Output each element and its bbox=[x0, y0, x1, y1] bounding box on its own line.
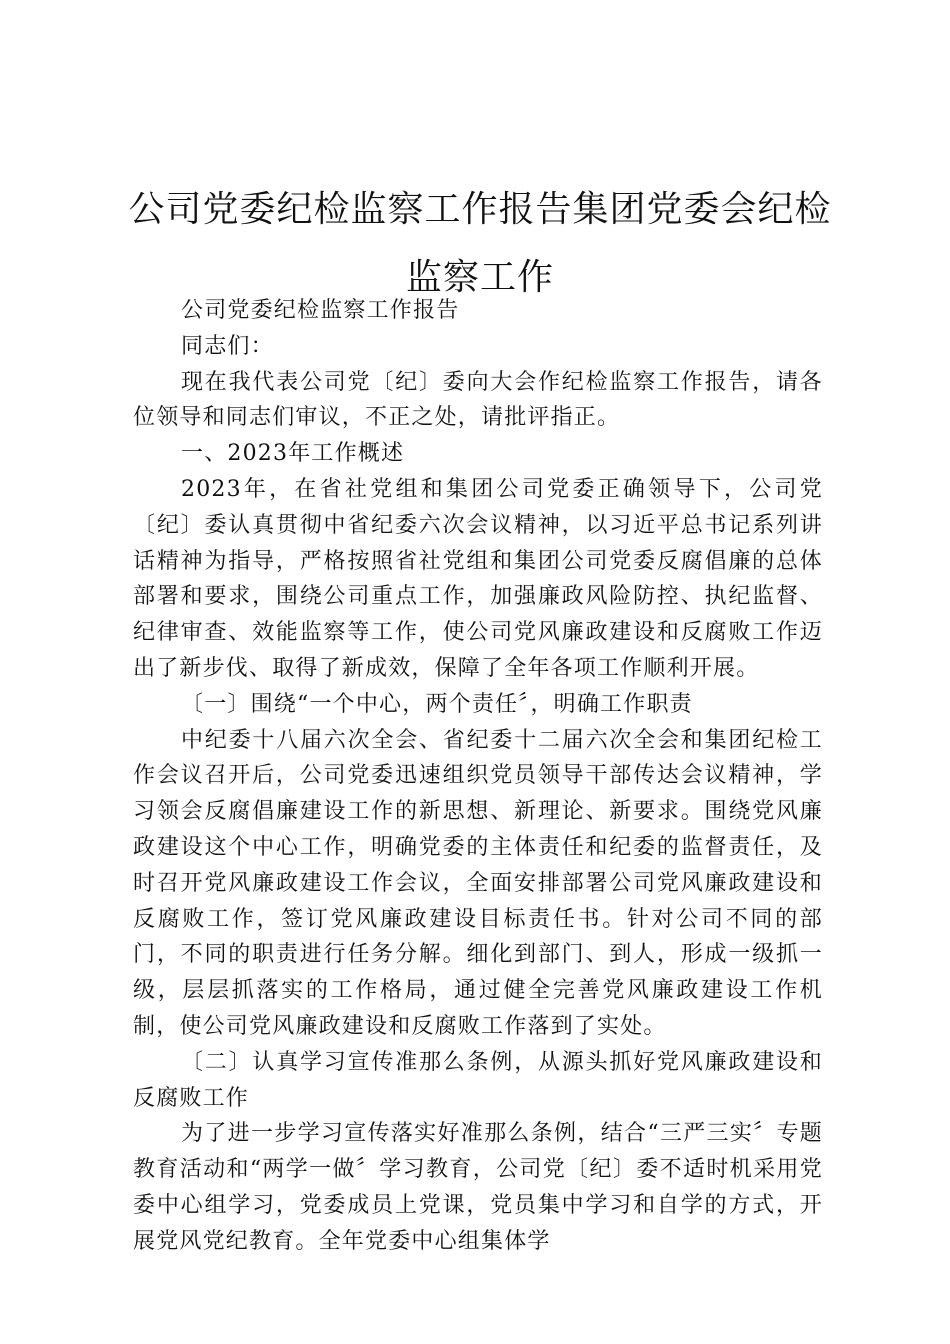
title-line-1: 公司党委纪检监察工作报告集团党委会纪检 bbox=[128, 189, 832, 230]
salutation: 同志们： bbox=[181, 333, 274, 359]
report-heading: 公司党委纪检监察工作报告 bbox=[181, 298, 460, 323]
document-body bbox=[133, 293, 823, 1260]
document-title bbox=[100, 176, 860, 312]
paragraph-subsection-1: 中纪委十八届六次全会、省纪委十二届六次全会和集团纪检工作会议召开后，公司党委迅速组织党员领导干部传达会议精神，学习领会反腐倡廉建设工作的新思想、新理论、新要求。围绕党风廉政建设这个中心工作，明确党委的主体责任和纪委的监督责任，及时召开党风廉政建设工作会议，全面安排部署公司党风廉政建设和反腐败工作，签订党风廉政建设目标责任书。针对公司不同的部门，不同的职责进行任务分解。细化到部门、到人，形成一级抓一级，层层抓落实的工作格局，通过健全完善党风廉政建设工作机制，使公司党风廉政建设和反腐败工作落到了实处。 bbox=[133, 727, 823, 1039]
subsection-heading-2: 〔二〕认真学习宣传准那么条例，从源头抓好党风廉政建设和反腐败工作 bbox=[133, 1049, 823, 1111]
section-heading-1: 一、2023年工作概述 bbox=[181, 441, 405, 467]
paragraph-overview: 2023年，在省社党组和集团公司党委正确领导下，公司党〔纪〕委认真贯彻中省纪委六次会议精神，以习近平总书记系列讲话精神为指导，严格按照省社党组和集团公司党委反腐倡廉的总体部署和要求，围绕公司重点工作，加强廉政风险防控、执纪监督、纪律审查、效能监察等工作，使公司党风廉政建设和反腐败工作迈出了新步伐、取得了新成效，保障了全年各项工作顺利开展。 bbox=[133, 476, 823, 681]
paragraph-intro: 现在我代表公司党〔纪〕委向大会作纪检监察工作报告，请各位领导和同志们审议，不正之处，请批评指正。 bbox=[133, 369, 823, 431]
title-line-2: 监察工作 bbox=[405, 257, 554, 298]
subsection-heading-1: 〔一〕围绕“一个中心，两个责任〞，明确工作职责 bbox=[181, 691, 693, 717]
paragraph-subsection-2: 为了进一步学习宣传落实好准那么条例，结合“三严三实〞专题教育活动和“两学一做〞学习教育，公司党〔纪〕委不适时机采用党委中心组学习，党委成员上党课，党员集中学习和自学的方式，开展党风党纪教育。全年党委中心组集体学 bbox=[133, 1121, 823, 1254]
